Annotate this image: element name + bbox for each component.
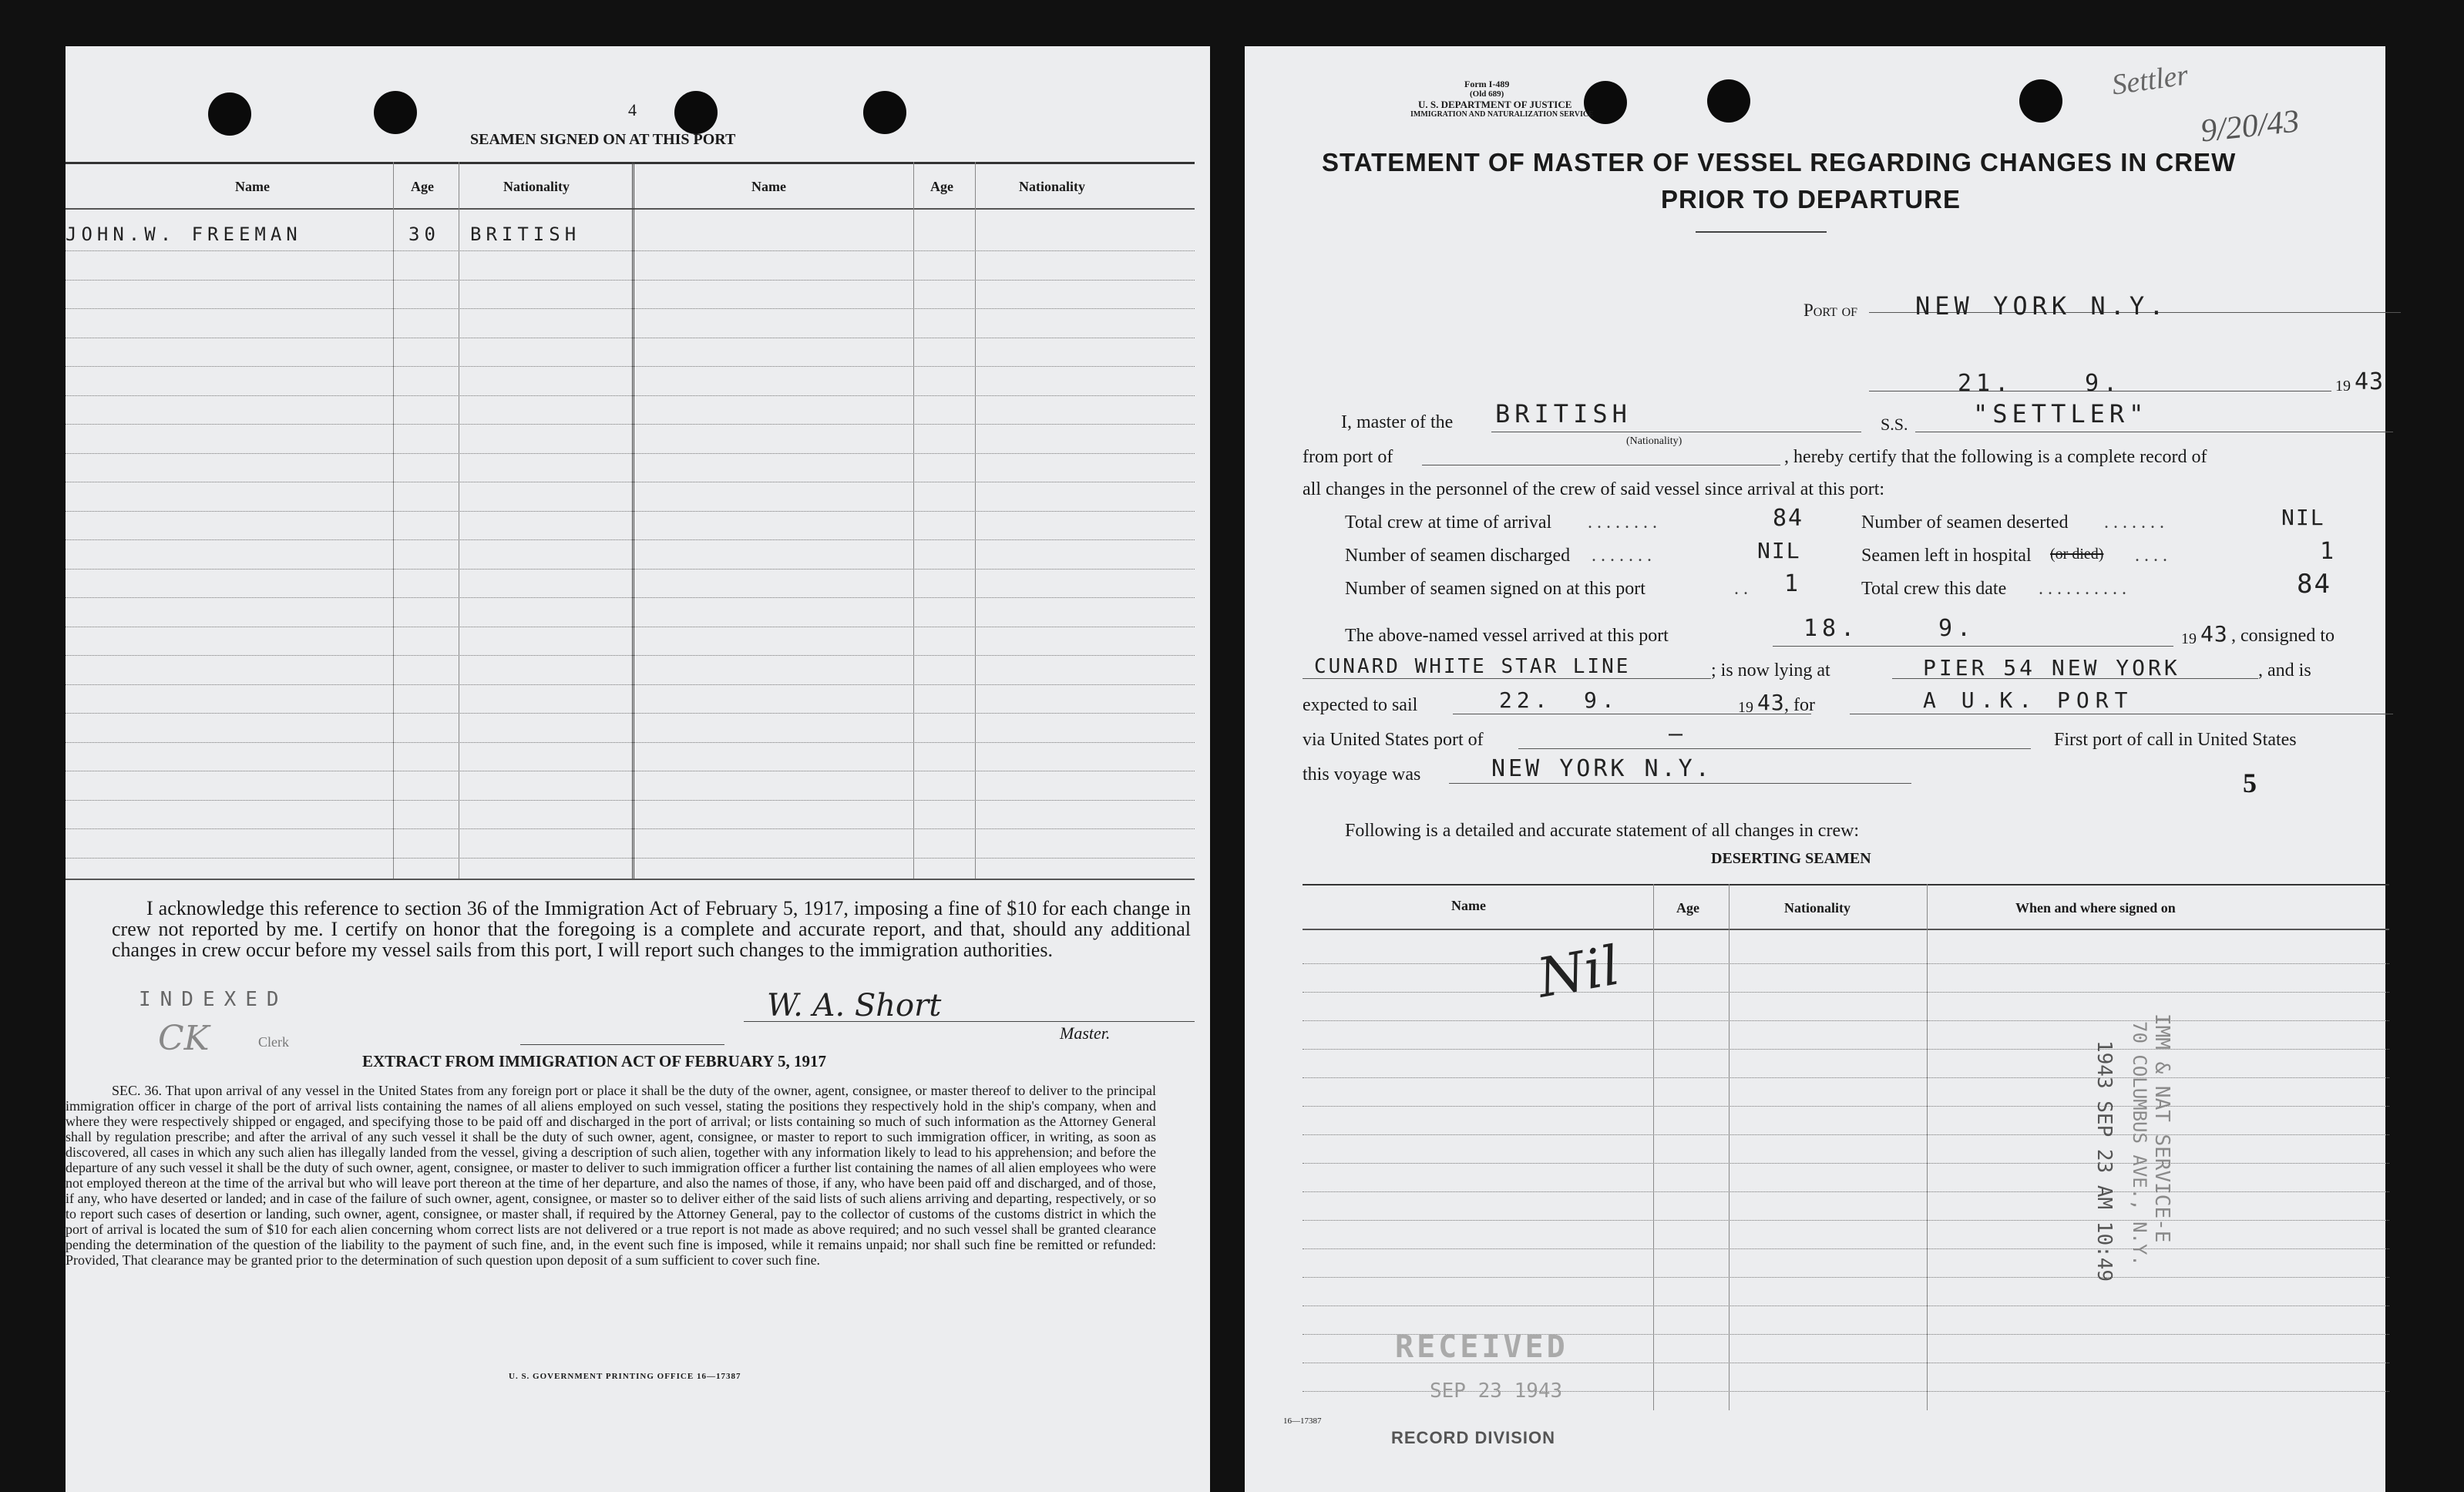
- via-value: —: [1669, 721, 1688, 748]
- vertical-stamp-line2: 70 COLUMBUS AVE., N.Y.: [2129, 1021, 2150, 1266]
- col-header-name-2: Name: [751, 179, 786, 194]
- total-crew-arrival-label: Total crew at time of arrival: [1345, 512, 1552, 533]
- vertical-stamp-line1: IMM & NAT SERVICE-E: [2150, 1013, 2173, 1243]
- via-line: [1518, 748, 2031, 749]
- table-row-line: [1303, 963, 2389, 964]
- arrived-label: The above-named vessel arrived at this port: [1345, 626, 1669, 646]
- entry-name: JOHN.W. FREEMAN: [66, 223, 302, 245]
- table-header-rule: [66, 208, 1195, 210]
- master-of-label: I, master of the: [1341, 412, 1454, 432]
- department: U. S. DEPARTMENT OF JUSTICE: [1418, 99, 1572, 110]
- total-crew-arrival: 84: [1773, 505, 1804, 532]
- first-call-value: NEW YORK N.Y.: [1491, 755, 1713, 782]
- clerk-label: Clerk: [258, 1034, 289, 1050]
- expected-label: expected to sail: [1303, 695, 1418, 715]
- form-old: (Old 689): [1470, 89, 1504, 99]
- table-row-line: [66, 250, 1195, 251]
- form-number: Form I-489: [1464, 79, 1510, 89]
- table-bottom-rule: [66, 879, 1195, 880]
- clerk-initials: CK: [158, 1019, 210, 1058]
- table-row-line: [66, 742, 1195, 743]
- date-month: 9.: [2085, 370, 2123, 397]
- table-row-line: [66, 713, 1195, 714]
- via-label: via United States port of: [1303, 730, 1484, 750]
- sail-year-prefix: 19: [1738, 699, 1753, 716]
- entry-nationality: BRITISH: [470, 223, 581, 245]
- date-year-suffix: 43: [2355, 368, 2385, 395]
- table-row-line: [66, 366, 1195, 367]
- consignee-line: [1303, 678, 1711, 679]
- table-row-line: [66, 800, 1195, 801]
- voyage-line: [1449, 783, 1911, 784]
- table-row-line: [1303, 1077, 2389, 1078]
- pier: PIER 54 NEW YORK: [1923, 655, 2180, 680]
- voyage-label: this voyage was: [1303, 764, 1421, 785]
- table-row-line: [66, 395, 1195, 396]
- sail-month: 9.: [1584, 687, 1619, 713]
- hospital-or-died: (or died): [2050, 546, 2104, 563]
- punch-hole: [1707, 79, 1750, 123]
- left-page: [66, 46, 1210, 1492]
- table-header-rule: [1303, 929, 2389, 930]
- arrived-month: 9.: [1938, 615, 1976, 642]
- hospital: 1: [2320, 538, 2339, 565]
- handwritten-ship-name: Settler: [2109, 59, 2190, 102]
- table-row-line: [66, 569, 1195, 570]
- table-row-line: [66, 858, 1195, 859]
- table-top-rule: [66, 162, 1195, 164]
- vertical-stamp-line3: 1943 SEP 23 AM 10:49: [2093, 1040, 2116, 1282]
- table-row-line: [66, 684, 1195, 685]
- date-day: 21.: [1958, 370, 2014, 397]
- document-title-line2: PRIOR TO DEPARTURE: [1661, 185, 1961, 213]
- document-title-line1: STATEMENT OF MASTER OF VESSEL REGARDING CHANGES IN CREW: [1322, 148, 2237, 176]
- date-year-prefix: 19: [2335, 378, 2351, 395]
- leader-dots: .......: [1592, 546, 1656, 566]
- table-row-line: [1303, 1191, 2389, 1192]
- punch-hole: [374, 91, 417, 134]
- table-row-line: [66, 424, 1195, 425]
- table-row-line: [1303, 1277, 2389, 1278]
- leader-dots: ........: [1588, 512, 1662, 533]
- deserted: NIL: [2281, 505, 2325, 530]
- signed-on: 1: [1784, 570, 1803, 597]
- master-signature: W. A. Short: [767, 988, 942, 1023]
- entry-age: 30: [408, 223, 440, 245]
- acknowledgement-text: I acknowledge this reference to section 36 of the Immigration Act of February 5, 1917, imposing a fine of $10 for each change in crew not reported by me. I certify on honor that the foregoing is a complete and accurate report, and that, should any additional changes in crew occur before my vessel sails from this port, I will report such changes to the immigration authorities.: [112, 897, 1191, 961]
- table-row-line: [66, 453, 1195, 454]
- section-title: SEAMEN SIGNED ON AT THIS PORT: [470, 131, 736, 148]
- signature-line: [744, 1021, 1195, 1022]
- total-crew-date-label: Total crew this date: [1861, 579, 2007, 599]
- table-row-line: [1303, 1049, 2389, 1050]
- master-label: Master.: [1060, 1023, 1111, 1043]
- table-row-line: [66, 539, 1195, 540]
- table-row-line: [66, 655, 1195, 656]
- printer-code: 16—17387: [1283, 1416, 1322, 1426]
- punch-hole: [2019, 79, 2062, 123]
- port-label: Port of: [1803, 301, 1858, 320]
- col-header-name: Name: [1451, 898, 1486, 913]
- printer-line: U. S. GOVERNMENT PRINTING OFFICE 16—17387: [509, 1372, 741, 1381]
- table-row-line: [66, 828, 1195, 829]
- sail-year: 43: [1757, 690, 1785, 715]
- received-date: SEP 23 1943: [1430, 1379, 1563, 1403]
- ship-name: "SETTLER": [1973, 399, 2149, 428]
- table-row-line: [66, 597, 1195, 598]
- table-row-line: [1303, 1220, 2389, 1221]
- col-header-nationality: Nationality: [503, 179, 570, 194]
- received-stamp: RECEIVED: [1395, 1329, 1568, 1365]
- following-text: Following is a detailed and accurate statement of all changes in crew:: [1345, 821, 1860, 841]
- nil-entry: Nil: [1532, 933, 1625, 1010]
- arrived-year-prefix: 19: [2181, 630, 2197, 647]
- extract-divider: [520, 1044, 724, 1045]
- punch-hole: [863, 91, 906, 134]
- certify-text: , hereby certify that the following is a complete record of: [1784, 447, 2207, 467]
- table-row-line: [66, 280, 1195, 281]
- leader-dots: ..: [1734, 579, 1753, 599]
- arrived-day: 18.: [1803, 615, 1860, 642]
- arrived-year: 43: [2200, 621, 2228, 647]
- punch-hole: [208, 92, 251, 136]
- from-port-label: from port of: [1303, 447, 1393, 467]
- nationality-caption: (Nationality): [1626, 435, 1682, 447]
- port-value: NEW YORK N.Y.: [1915, 291, 2169, 321]
- record-division: RECORD DIVISION: [1391, 1428, 1556, 1447]
- col-header-age-2: Age: [930, 179, 953, 194]
- discharged: NIL: [1757, 538, 1801, 563]
- leader-dots: ..........: [2039, 579, 2131, 599]
- signed-on-label: Number of seamen signed on at this port: [1345, 579, 1645, 599]
- hospital-label: Seamen left in hospital: [1861, 546, 2032, 566]
- deserted-label: Number of seamen deserted: [1861, 512, 2069, 533]
- table-row-line: [1303, 1106, 2389, 1107]
- col-header-age: Age: [411, 179, 434, 194]
- col-header-when-where: When and where signed on: [2015, 900, 2176, 916]
- col-header-nationality: Nationality: [1784, 900, 1851, 916]
- col-header-nationality-2: Nationality: [1019, 179, 1086, 194]
- master-nationality: BRITISH: [1495, 399, 1632, 428]
- ss-label: S.S.: [1881, 415, 1908, 434]
- lying-label: ; is now lying at: [1711, 660, 1830, 680]
- indexed-stamp: INDEXED: [139, 988, 288, 1011]
- table-row-line: [66, 511, 1195, 512]
- arrived-line: [1773, 646, 2173, 647]
- table-top-rule: [1303, 884, 2389, 885]
- handwritten-date: 9/20/43: [2198, 103, 2301, 150]
- page-number: 4: [628, 100, 637, 119]
- sail-day: 22.: [1499, 687, 1552, 713]
- first-call-label: First port of call in United States: [2054, 730, 2297, 750]
- discharged-label: Number of seamen discharged: [1345, 546, 1571, 566]
- table-row-line: [66, 308, 1195, 309]
- consigned-label: , consigned to: [2231, 626, 2335, 646]
- and-is-label: , and is: [2258, 660, 2311, 680]
- punch-hole: [674, 91, 718, 134]
- leader-dots: ....: [2135, 546, 2172, 566]
- extract-title: EXTRACT FROM IMMIGRATION ACT OF FEBRUARY 5, 1917: [362, 1052, 827, 1070]
- right-page: [1245, 46, 2385, 1492]
- total-crew-date: 84: [2297, 569, 2331, 600]
- table-row-line: [1303, 1248, 2389, 1249]
- table-row-line: [1303, 1163, 2389, 1164]
- table-row-line: [1303, 1134, 2389, 1135]
- title-rule: [1696, 231, 1827, 233]
- all-changes-text: all changes in the personnel of the crew of said vessel since arrival at this port:: [1303, 479, 1885, 499]
- for-label: , for: [1784, 695, 1815, 715]
- table-row-line: [1303, 1020, 2389, 1021]
- service: IMMIGRATION AND NATURALIZATION SERVICE: [1410, 110, 1594, 119]
- col-header-age: Age: [1676, 900, 1699, 916]
- table-row-line: [1303, 992, 2389, 993]
- consignee: CUNARD WHITE STAR LINE: [1314, 655, 1631, 678]
- page-mark: 5: [2243, 768, 2257, 798]
- col-header-name: Name: [235, 179, 270, 194]
- extract-text: SEC. 36. That upon arrival of any vessel in the United States from any foreign port or place it shall be the duty of the owner, agent, consignee, or master thereof to deliver to the principal immigration officer in charge of the port of arrival lists containing the names of all aliens employed on such vessel, stating the positions they respectively hold in the ship's company, when and where they were respectively shipped or engaged, and specifying those to be paid off and discharged in the port of arrival; or lists containing so much of such information as the Attorney General shall by regulation prescribe; and after the arrival of any such vessel it shall be the duty of such owner, agent, consignee, or master to report to such immigration officer, in writing, as soon as discovered, all cases in which any such alien has illegally landed from the vessel, giving a description of such alien, together with any information likely to lead to his apprehension; and before the departure of any such vessel it shall be the duty of such owner, agent, consignee, or master to deliver to such immigration officer a further list containing the names of all alien employees who were not employed thereon at the time of the arrival but who will leave port thereon at the time of her departure, and also the names of those, if any, who have been paid off and discharged, and of those, if any, who have deserted or landed; and in case of the failure of such owner, agent, consignee, or master so to deliver either of the said lists of such aliens arriving and departing, respectively, or so to report such cases of desertion or landing, such owner, agent, consignee, or master shall, if required by the Attorney General, pay to the collector of customs of the customs district in which the port of arrival is located the sum of $10 for each alien concerning whom correct lists are not delivered or a true report is not made as above required; and no such vessel shall be granted clearance pending the determination of the question of the liability to the payment of such fine, and, in the event such fine is imposed, while it remains unpaid; nor shall such fine be remitted or refunded: Provided, That clearance may be granted prior to the determination of such question upon deposit of a sum sufficient to cover such fine.: [66, 1083, 1157, 1268]
- destination: A U.K. PORT: [1923, 687, 2134, 713]
- leader-dots: .......: [2104, 512, 2169, 533]
- deserting-title: DESERTING SEAMEN: [1711, 850, 1871, 867]
